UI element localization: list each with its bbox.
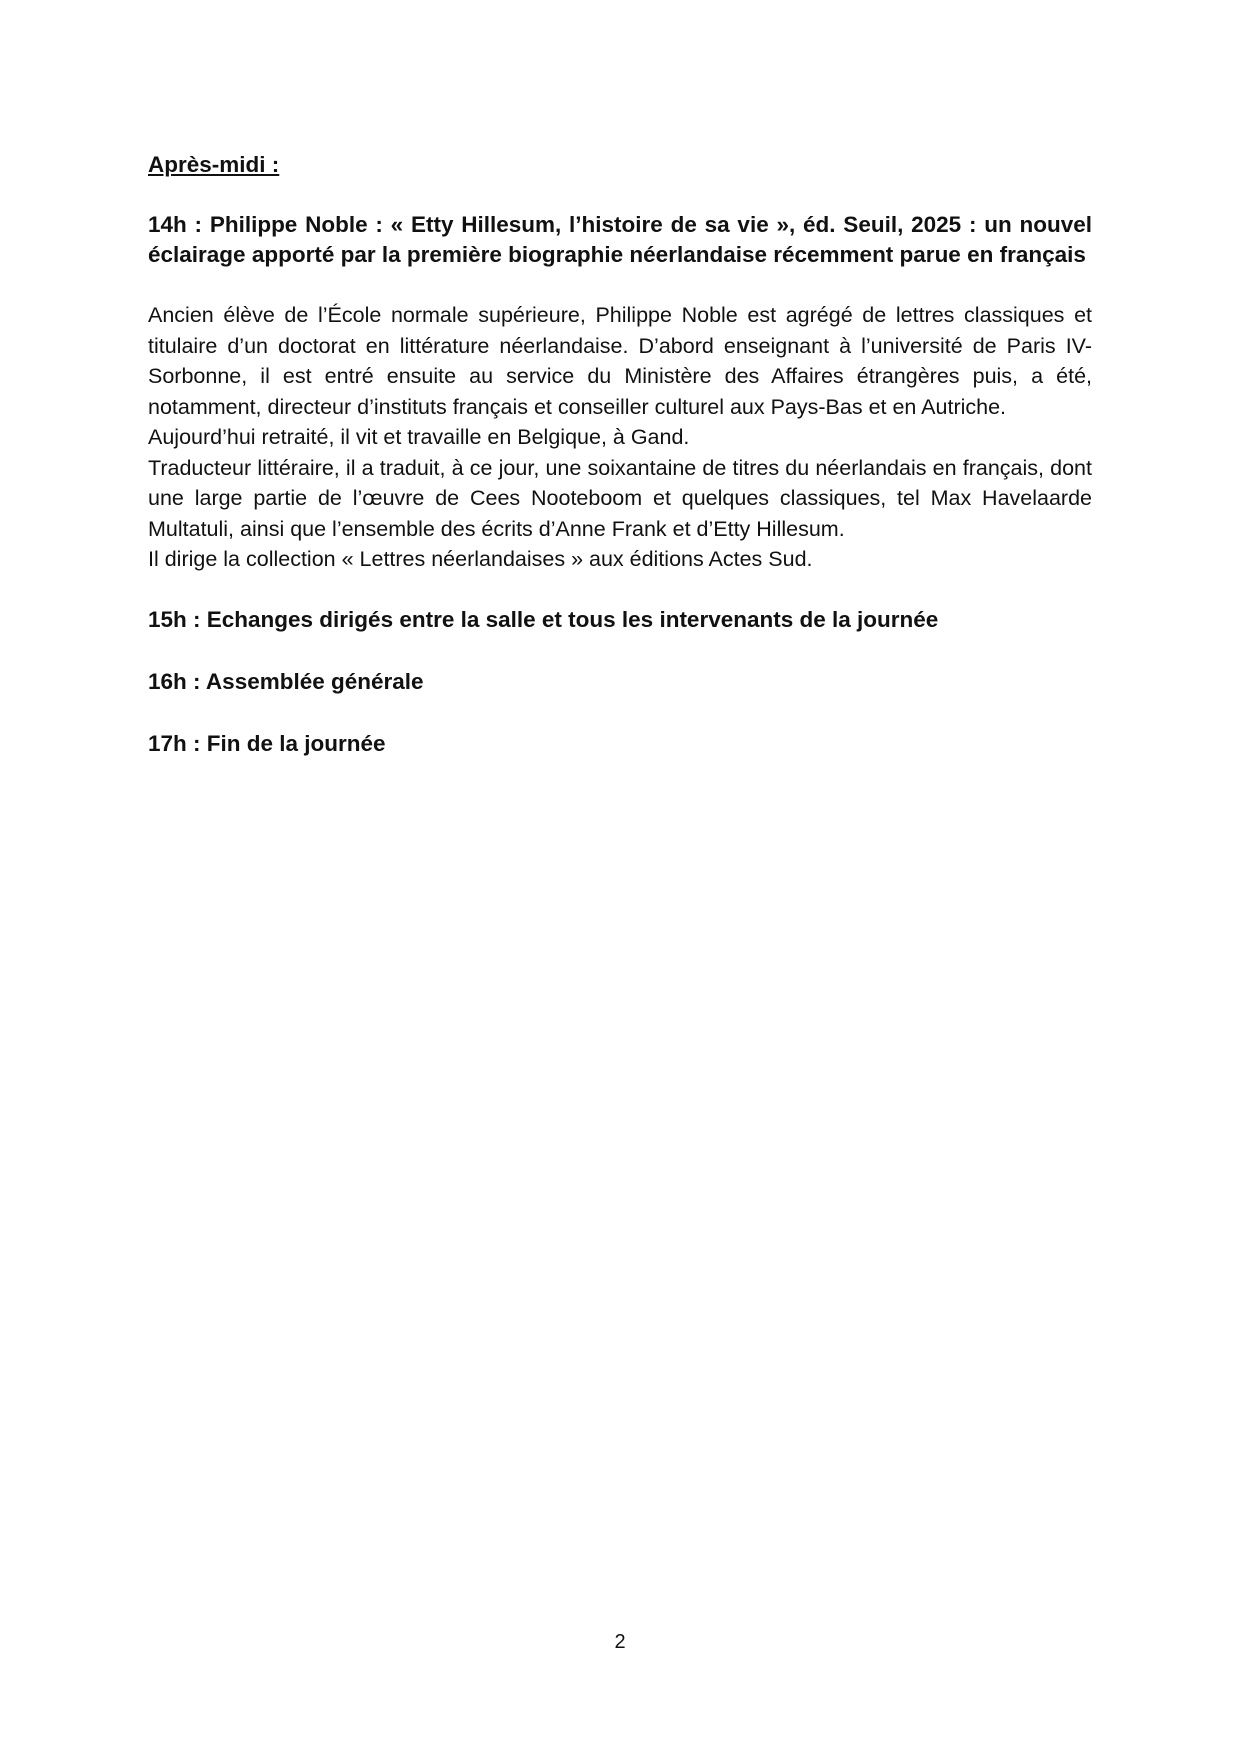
agenda-item-15h: 15h : Echanges dirigés entre la salle et tous les intervenants de la journée — [148, 606, 939, 632]
bio-paragraph: Il dirige la collection « Lettres néerlandaises » aux éditions Actes Sud. — [148, 547, 813, 571]
agenda-item-16h: 16h : Assemblée générale — [148, 668, 424, 694]
section-heading: Après-midi : — [148, 152, 280, 177]
page-content — [148, 150, 1092, 791]
talk-title: 14h : Philippe Noble : « Etty Hillesum, l’histoire de sa vie », éd. Seuil, 2025 : un nouvel éclairage apporté par la première biographie néerlandaise récemment parue en français — [148, 212, 1092, 267]
speaker-biography — [148, 300, 1092, 575]
bio-paragraph: Aujourd’hui retraité, il vit et travaille en Belgique, à Gand. — [148, 425, 690, 449]
bio-paragraph: Ancien élève de l’École normale supérieure, Philippe Noble est agrégé de lettres classiques et titulaire d’un doctorat en littérature néerlandaise. D’abord enseignant à l’université de Paris IV-Sorbonne, il est entré ensuite au service du Ministère des Affaires étrangères puis, a été, notamment, directeur d’instituts français et conseiller culturel aux Pays-Bas et en Autriche. — [148, 303, 1092, 419]
agenda-item-17h: 17h : Fin de la journée — [148, 730, 386, 756]
page-number: 2 — [614, 1631, 626, 1653]
bio-paragraph: Traducteur littéraire, il a traduit, à ce jour, une soixantaine de titres du néerlandais en français, dont une large partie de l’œuvre de Cees Nooteboom et quelques classiques, tel Max Havelaarde Multatuli, ainsi que l’ensemble des écrits d’Anne Frank et d’Etty Hillesum. — [148, 455, 1092, 541]
